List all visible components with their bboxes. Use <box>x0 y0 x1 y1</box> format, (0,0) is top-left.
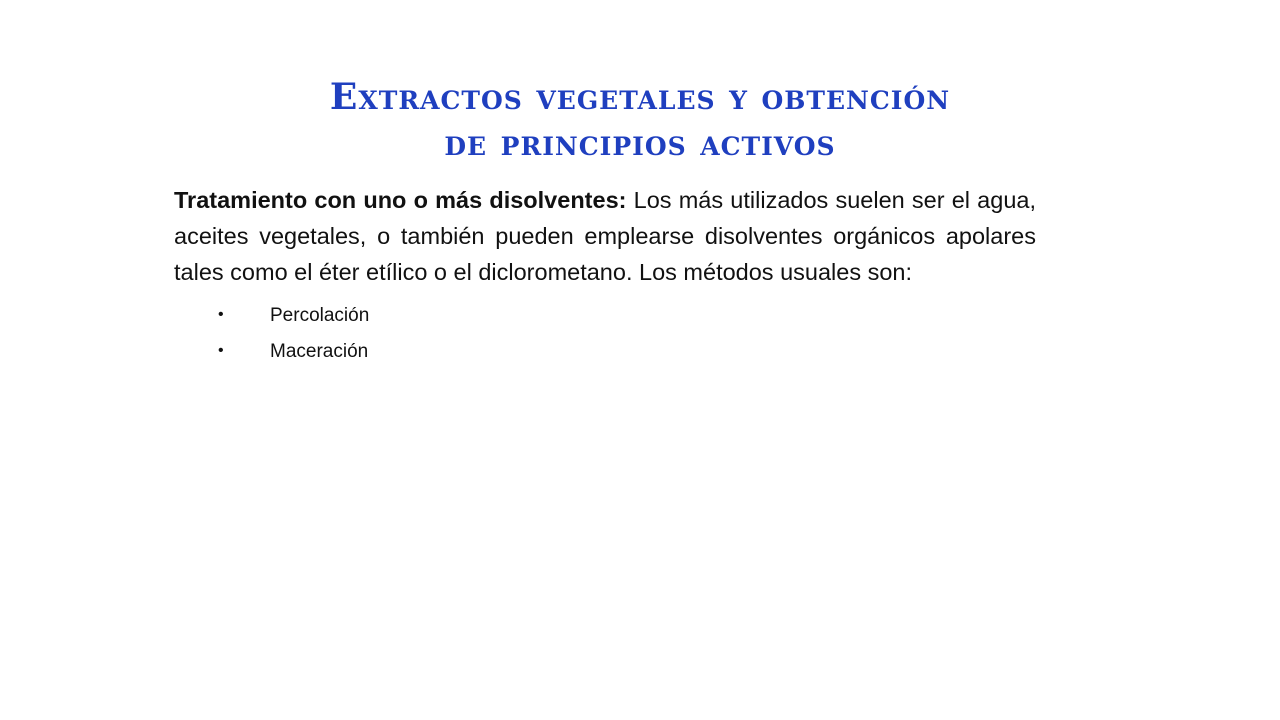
list-item-label: Percolación <box>270 305 370 326</box>
slide-body <box>174 182 1036 370</box>
bullet-icon: • <box>218 306 224 323</box>
body-paragraph <box>174 182 1036 290</box>
slide-title-line-1: Extractos vegetales y obtención <box>329 76 951 119</box>
bullet-icon: • <box>218 342 224 359</box>
slide-title <box>140 74 1140 166</box>
methods-list <box>174 298 1036 370</box>
paragraph-lead: Tratamiento con uno o más disolventes: <box>174 187 627 213</box>
list-item <box>174 334 1036 370</box>
paragraph-text: Los más utilizados suelen ser el agua, aceites vegetales, o también pueden emplearse disolventes orgánicos apolares tales como el éter etílico o el diclorometano. Los métodos usuales son: <box>174 187 1036 285</box>
list-item-label: Maceración <box>270 341 369 362</box>
slide-title-line-2: de principios activos <box>444 122 836 165</box>
list-item <box>174 298 1036 334</box>
